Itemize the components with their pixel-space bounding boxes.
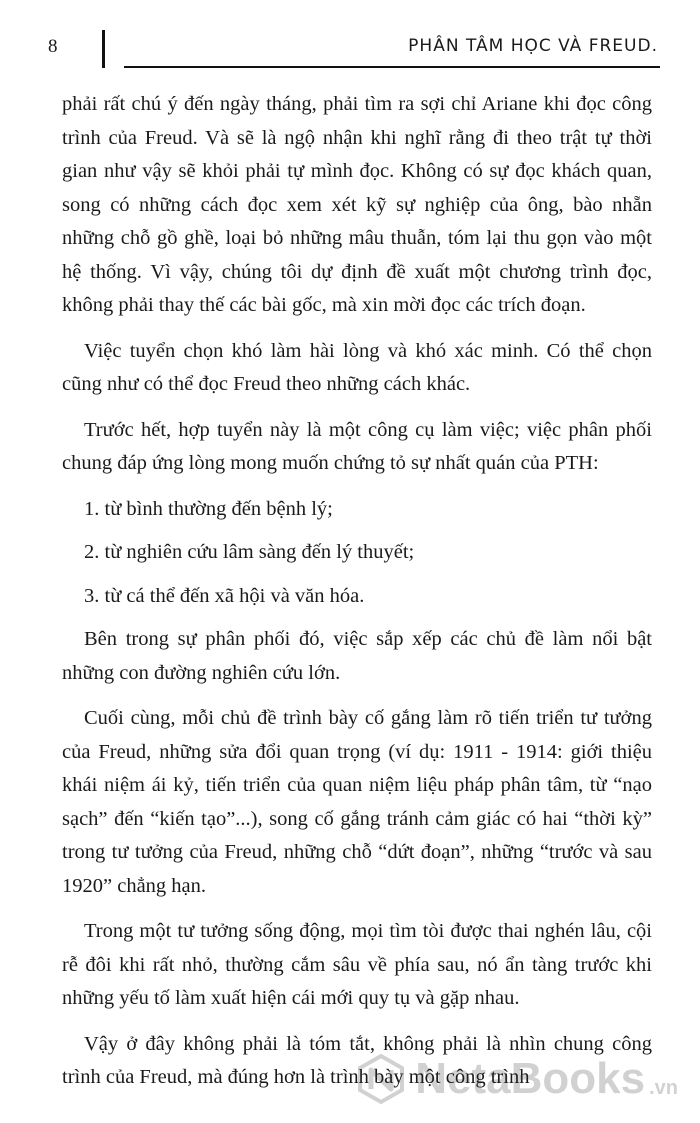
paragraph: phải rất chú ý đến ngày tháng, phải tìm ra sợi chỉ Ariane khi đọc công trình của Freud. Và sẽ là ngộ nhận khi nghĩ rằng đi theo trật tự thời gian như vậy sẽ khỏi phải tự mình đọc. Không có sự đọc khách quan, song có những cách đọc xem xét kỹ sự nghiệp của ông, bào nhẵn những chỗ gồ ghề, loại bỏ những mâu thuẫn, tóm lại thu gọn vào một hệ thống. Vì vậy, chúng tôi dự định đề xuất một chương trình đọc, không phải thay thế các bài gốc, mà xin mời đọc các trích đoạn. <box>62 93 652 316</box>
watermark-brand: NetaBooks <box>415 1054 646 1103</box>
list-item: 3. từ cá thể đến xã hội và văn hóa. <box>84 584 365 607</box>
paragraph: Trong một tư tưởng sống động, mọi tìm tòi được thai nghén lâu, cội rễ đôi khi rất nhỏ, thường cắm sâu về phía sau, nó ẩn tàng trước khi những yếu tố làm xuất hiện cái mới quy tụ và gặp nhau. <box>62 920 652 1009</box>
watermark-suffix: .vn <box>649 1076 678 1099</box>
paragraph: Vậy ở đây không phải là tóm tắt, không phải là nhìn chung công trình của Freud, mà đúng hơn là trình bày một công trình <box>62 1032 652 1088</box>
header-divider <box>102 30 105 68</box>
netabooks-logo-icon <box>355 1053 407 1105</box>
header-rule <box>124 66 660 68</box>
list-item: 2. từ nghiên cứu lâm sàng đến lý thuyết; <box>84 541 415 563</box>
running-title: PHÂN TÂM HỌC VÀ FREUD. <box>408 36 658 56</box>
page-number: 8 <box>48 36 58 57</box>
page-header <box>48 30 660 70</box>
paragraph: Cuối cùng, mỗi chủ đề trình bày cố gắng làm rõ tiến triển tư tưởng của Freud, những sửa đổi quan trọng (ví dụ: 1911 - 1914: giới thiệu khái niệm ái kỷ, tiến triển của quan niệm liệu pháp phân tâm, từ “nạo sạch” đến “kiến tạo”...), song cố gắng tránh cảm giác có hai “thời kỳ” trong tư tưởng của Freud, những chỗ “dứt đoạn”, những “trước và sau 1920” chẳng hạn. <box>62 707 652 897</box>
paragraph: Việc tuyển chọn khó làm hài lòng và khó xác minh. Có thể chọn cũng như có thể đọc Freud theo những cách khác. <box>62 339 652 395</box>
paragraph: Trước hết, hợp tuyển này là một công cụ làm việc; việc phân phối chung đáp ứng lòng mong muốn chứng tỏ sự nhất quán của PTH: <box>62 418 652 474</box>
list-item: 1. từ bình thường đến bệnh lý; <box>84 497 333 520</box>
page-body <box>62 88 652 1107</box>
watermark <box>355 1053 678 1105</box>
paragraph: Bên trong sự phân phối đó, việc sắp xếp các chủ đề làm nổi bật những con đường nghiên cứu lớn. <box>62 628 652 684</box>
